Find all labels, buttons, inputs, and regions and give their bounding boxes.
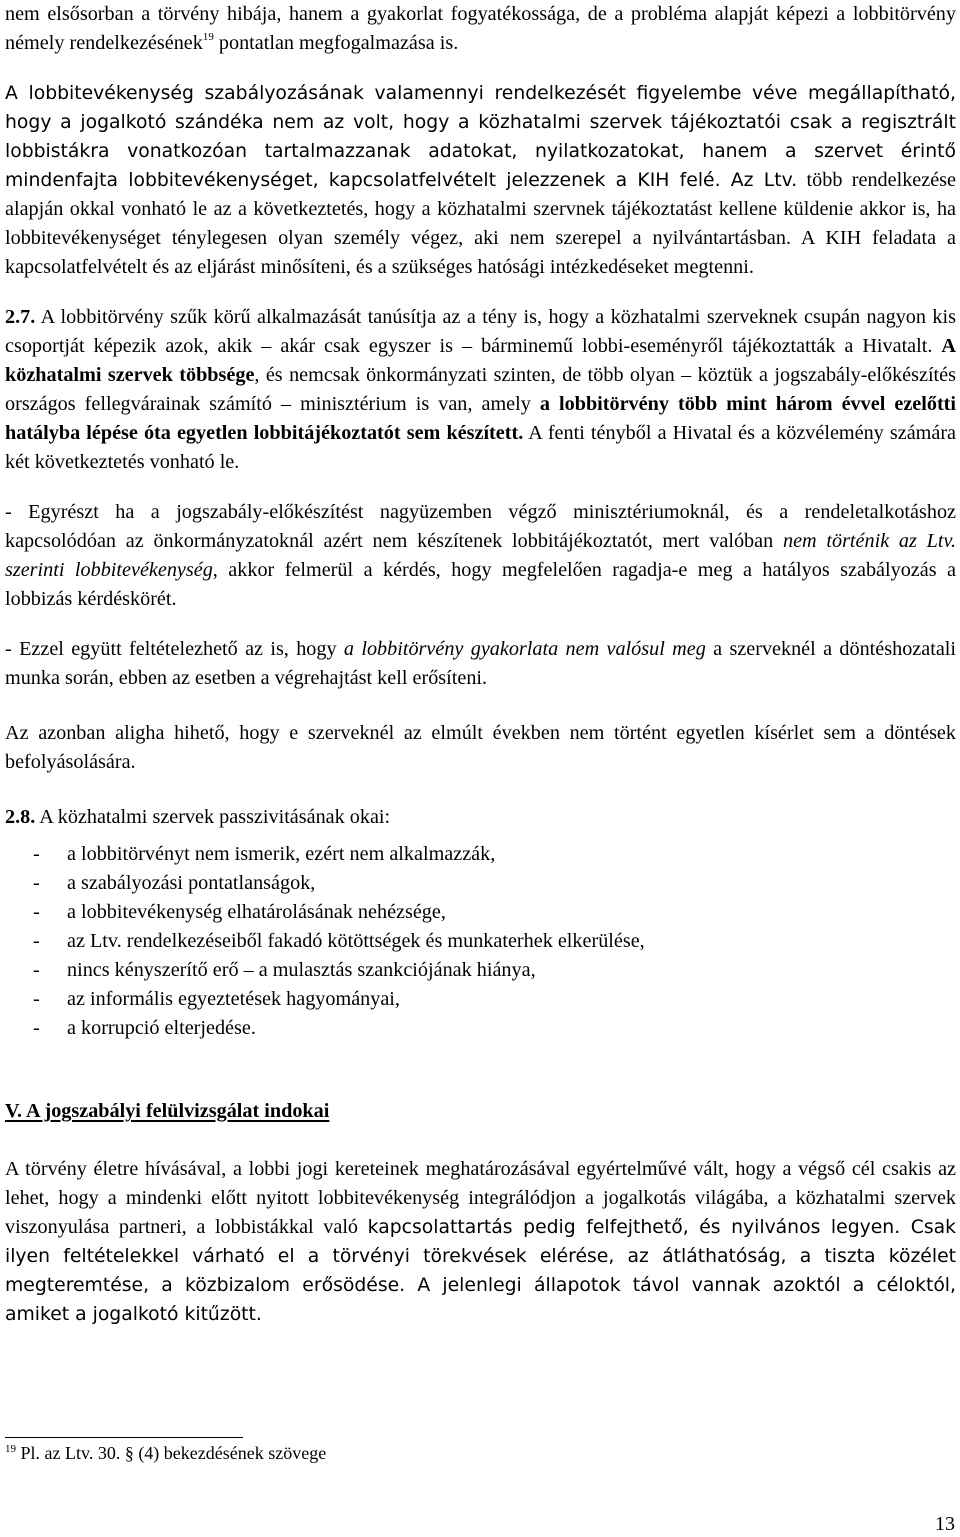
section-number: 2.8.: [5, 806, 36, 828]
paragraph-2-7: [5, 303, 956, 477]
document-page: [5, 0, 956, 1329]
list-dash: -: [33, 988, 40, 1010]
list-dash: -: [33, 959, 40, 981]
list-item-text: a lobbitörvényt nem ismerik, ezért nem alkalmazzák,: [67, 843, 496, 865]
italic-text: a lobbitörvény gyakorlata nem valósul meg: [343, 638, 706, 660]
list-item-text: a lobbitevékenység elhatárolásának nehézsége,: [67, 901, 446, 923]
bold-text: A közhatalmi szervek többsége: [5, 335, 956, 386]
list-dash: -: [33, 901, 40, 923]
paragraph-text: , akkor felmerül a kérdés, hogy megfelelően ragadja-e meg a hatályos szabályozás a lobbizás kérdéskörét.: [5, 559, 956, 610]
list-dash: -: [33, 843, 40, 865]
paragraph-text: több rendelkezése alapján okkal vonható le az a következtetés, hogy a közhatalmi szervnek tájékoztatást kellene küldenie akkor is, ha lobbitevékenységet ténylegesen olyan személy végez, aki nem szerepel a nyilvántartásban. A KIH feladata a kapcsolatfelvételt és az eljárást minősíteni, és a szükséges hatósági intézkedéseket megtenni.: [5, 169, 956, 278]
paragraph-text: Az azonban aligha hihető, hogy e szerveknél az elmúlt években nem történt egyetlen kísérlet sem a döntések befolyásolására.: [5, 722, 956, 773]
footnote-separator: [5, 1437, 243, 1438]
list-item-text: az Ltv. rendelkezéseiből fakadó kötöttségek és munkaterhek elkerülése,: [67, 930, 645, 952]
list-item-text: a szabályozási pontatlanságok,: [67, 872, 316, 894]
list-item: [5, 956, 956, 985]
paragraph-text: A közhatalmi szervek passzivitásának okai:: [35, 806, 391, 828]
list-item: [5, 927, 956, 956]
list-item: [5, 840, 956, 869]
footnote-reference[interactable]: 19: [202, 31, 214, 43]
list-item-text: nincs kényszerítő erő – a mulasztás szankciójának hiánya,: [67, 959, 536, 981]
paragraph-text-sans: kapcsolattartás pedig felfejthető, és nyilvános legyen. Csak ilyen feltételekkel várható el a törvényi törekvések elérése, az átláthatóság, a tiszta közélet megteremtése, a közbizalom erősödése. A jelenlegi állapotok távol vannak azoktól a céloktól, amiket a jogalkotó kitűzött.: [5, 1217, 956, 1325]
list-item: [5, 985, 956, 1014]
paragraph-text: nem elsősorban a törvény hibája, hanem a gyakorlat fogyatékossága, de a probléma alapját képezi a lobbitörvény némely rendelkezésének: [5, 3, 956, 54]
paragraph-conclusion-1: [5, 498, 956, 614]
list-dash: -: [33, 872, 40, 894]
paragraph-text: A törvény életre hívásával, a lobbi jogi kereteinek meghatározásával egyértelművé vált, hogy a végső cél csakis az lehet, hogy a mindenki előtt nyitott lobbitevékenység integrálódjon a jogalkotás világába, a közhatalmi szervek viszonyulása partneri, a lobbistákkal való: [5, 1158, 956, 1238]
list-dash: -: [33, 1017, 40, 1039]
section-number: 2.7.: [5, 306, 36, 328]
paragraph-continued: [5, 0, 956, 58]
page-number: 13: [935, 1513, 955, 1535]
paragraph-text: pontatlan megfogalmazása is.: [213, 32, 459, 54]
reasons-list: [5, 840, 956, 1043]
paragraph-text: - Egyrészt ha a jogszabály-előkészítést nagyüzemben végző minisztériumoknál, és a rendeletalkotáshoz kapcsolódóan az önkormányzatoknál azért nem készítenek lobbitájékoztatót, mert valóban: [5, 501, 956, 552]
list-item-text: az informális egyeztetések hagyományai,: [67, 988, 400, 1010]
footnote: [5, 1442, 326, 1464]
paragraph-text-sans: A lobbitevékenység szabályozásának valamennyi rendelkezését figyelembe véve megállapítható, hogy a jogalkotó szándéka nem az volt, hogy a közhatalmi szervek tájékoztatói csak a regisztrált lobbistákra vonatkozóan tartalmazzanak adatokat, nyilatkozatokat, hanem a szervet érintő mindenfajta lobbitevékenységet, kapcsolatfelvételt jelezzenek a KIH felé. Az Ltv.: [5, 83, 956, 191]
list-item: [5, 898, 956, 927]
paragraph-text: - Ezzel együtt feltételezhető az is, hogy: [5, 638, 344, 660]
section-heading: V. A jogszabályi felülvizsgálat indokai: [5, 1100, 330, 1122]
footnote-text: Pl. az Ltv. 30. § (4) bekezdésének szövege: [16, 1443, 327, 1463]
paragraph-conclusion-2: [5, 635, 956, 693]
paragraph-kih-reporting: [5, 79, 956, 282]
paragraph-text: a szerveknél a döntéshozatali munka során, ebben az esetben a végrehajtást kell erősíteni.: [5, 638, 956, 689]
list-item-text: a korrupció elterjedése.: [67, 1017, 256, 1039]
footnote-number: 19: [5, 1443, 16, 1455]
paragraph-review-reasons: [5, 1155, 956, 1329]
paragraph-text: A lobbitörvény szűk körű alkalmazását tanúsítja az a tény is, hogy a közhatalmi szerveknek csupán nagyon kis csoportját képezik azok, akik – akár csak egyszer is – bárminemű lobbi-eseményről tájékoztatták a Hivatalt.: [5, 306, 956, 357]
paragraph-text: A fenti tényből a Hivatal és a közvélemény számára két következtetés vonható le.: [5, 422, 957, 473]
bold-text: a lobbitörvény több mint három évvel ezelőtti hatályba lépése óta egyetlen lobbitájékoztatót sem készített.: [5, 393, 956, 444]
paragraph-doubt: [5, 719, 956, 777]
list-item: [5, 869, 956, 898]
italic-text: nem történik az Ltv. szerinti lobbitevékenység: [5, 530, 956, 581]
paragraph-text: , és nemcsak önkormányzati szinten, de több olyan – köztük a jogszabály-előkészítés országos fellegvárainak számító – minisztérium is van, amely: [5, 364, 956, 415]
list-dash: -: [33, 930, 40, 952]
paragraph-2-8: [5, 803, 956, 832]
list-item: [5, 1014, 956, 1043]
